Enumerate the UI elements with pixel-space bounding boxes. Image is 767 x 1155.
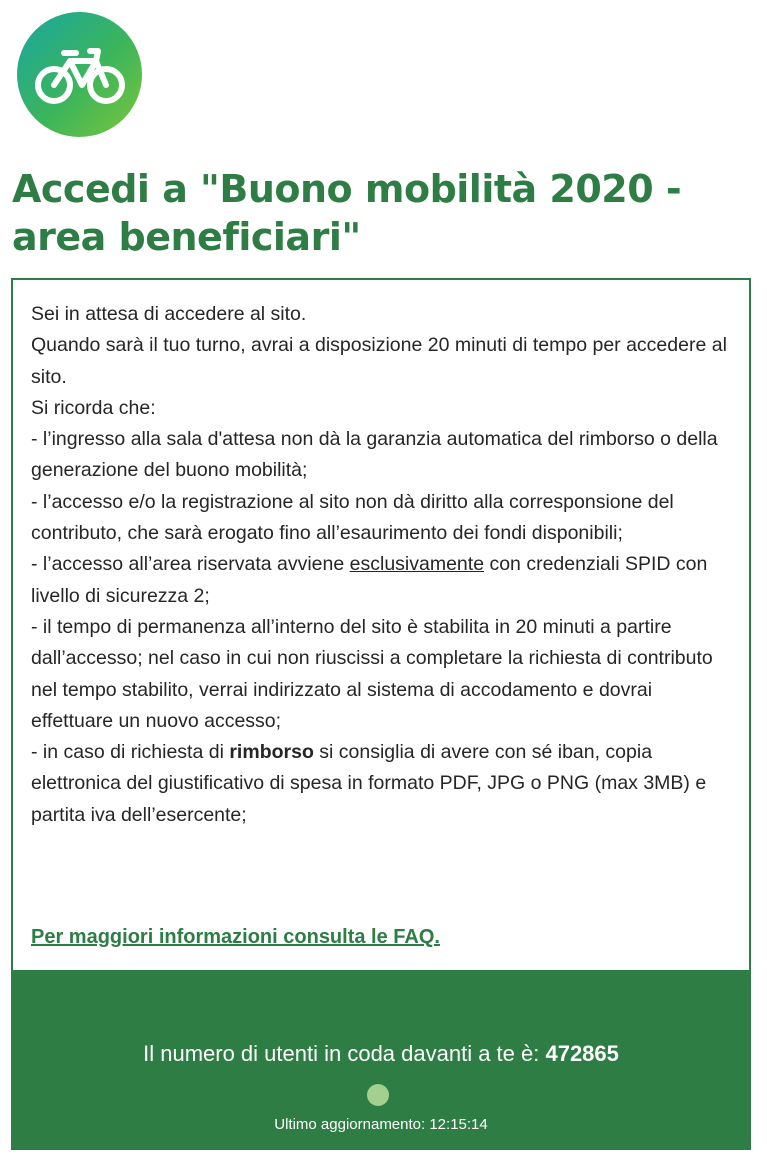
logo: [17, 12, 142, 137]
reminder-item-5-start: - in caso di richiesta di: [31, 741, 230, 764]
reminder-item-5-end: si consiglia di avere con sé iban, copia elettronica del giustificativo di spesa in formato PDF, JPG o PNG (max 3MB) e partita iva dell’esercente;: [31, 741, 707, 826]
reminder-item-5: [31, 737, 737, 831]
status-indicator-dot: [367, 1084, 389, 1106]
reminder-item-3: [31, 549, 737, 612]
faq-link[interactable]: Per maggiori informazioni consulta le FAQ.: [31, 926, 440, 948]
turn-message: Quando sarà il tuo turno, avrai a disposizione 20 minuti di tempo per accedere al sito.: [31, 334, 727, 388]
reminder-item-5-bold: rimborso: [229, 741, 314, 764]
last-update-time: 12:15:14: [429, 1116, 488, 1133]
info-box: [11, 278, 751, 970]
last-update-label: Ultimo aggiornamento:: [274, 1116, 430, 1133]
reminder-item-3-emphasis: esclusivamente: [349, 553, 485, 576]
reminder-heading: Si ricorda che:: [31, 396, 156, 419]
reminder-item-3-end: con credenziali SPID con livello di sicurezza 2;: [31, 553, 708, 607]
queue-position: [11, 1040, 751, 1068]
last-update: [11, 1115, 751, 1135]
info-text: [31, 299, 737, 831]
reminder-item-1: - l’ingresso alla sala d'attesa non dà la garanzia automatica del rimborso o della generazione del buono mobilità;: [31, 428, 718, 482]
queue-count: 472865: [545, 1041, 619, 1066]
waiting-message: Sei in attesa di accedere al sito.: [31, 303, 307, 325]
queue-label: Il numero di utenti in coda davanti a te è:: [143, 1041, 546, 1066]
reminder-item-3-start: - l’accesso all’area riservata avviene: [31, 553, 350, 576]
reminder-item-4: - il tempo di permanenza all’interno del sito è stabilita in 20 minuti a partire dall’accesso; nel caso in cui non riuscissi a completare la richiesta di contributo nel tempo stabilito, verrai indirizzato al sistema di accodamento e dovrai effettuare un nuovo accesso;: [31, 615, 713, 732]
reminder-item-2: - l’accesso e/o la registrazione al sito non dà diritto alla corresponsione del contributo, che sarà erogato fino all’esaurimento dei fondi disponibili;: [31, 490, 674, 545]
bicycle-icon: [32, 45, 128, 105]
queue-panel: [11, 970, 751, 1150]
page-title: Accedi a "Buono mobilità 2020 - area beneficiari": [12, 167, 682, 259]
